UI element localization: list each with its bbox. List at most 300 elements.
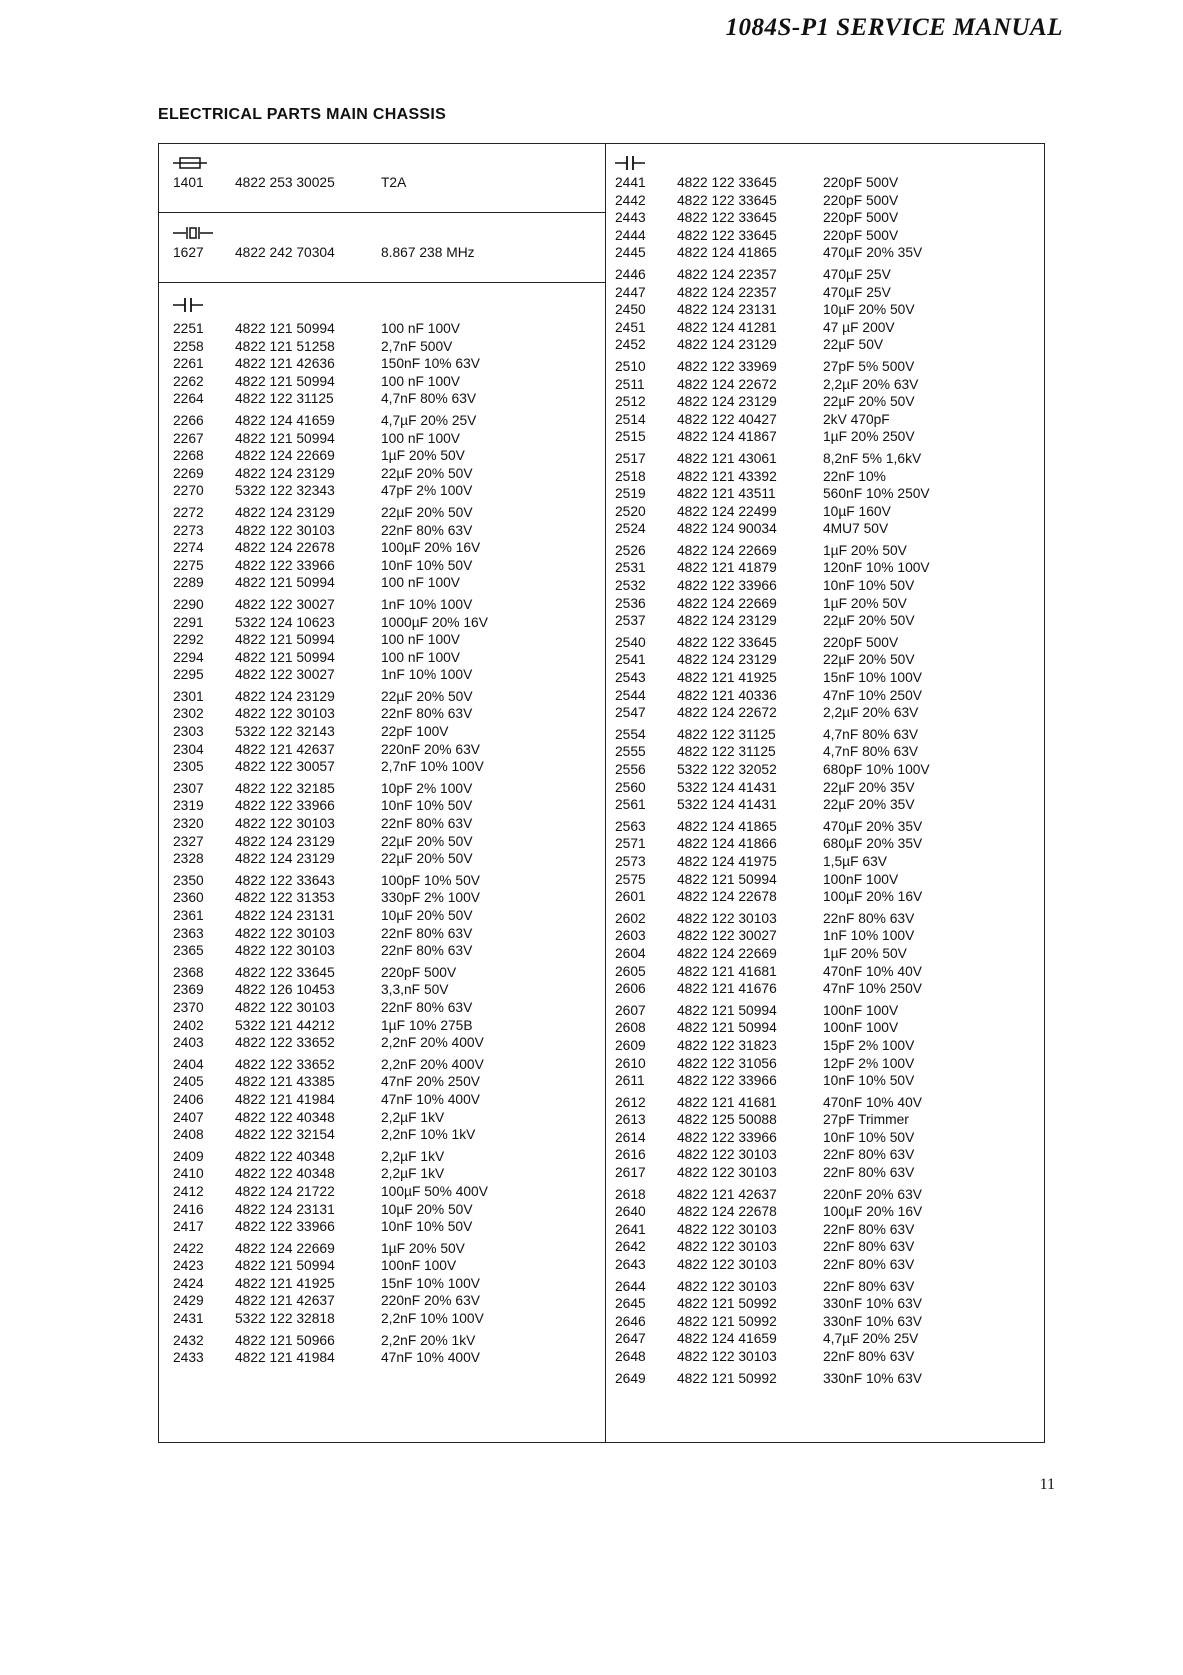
part-description: 220pF 500V <box>823 634 899 650</box>
position-number: 2270 <box>173 483 204 499</box>
part-code: 4822 122 30103 <box>235 999 335 1015</box>
position-number: 2560 <box>615 779 646 795</box>
part-code: 4822 121 50994 <box>235 430 335 446</box>
crystal-icon <box>173 222 601 244</box>
position-number: 2361 <box>173 908 204 923</box>
part-row <box>615 1186 1043 1204</box>
crystal-rows <box>173 244 601 262</box>
part-code: 4822 124 22669 <box>235 448 335 464</box>
part-code: 5322 122 32052 <box>677 762 777 777</box>
part-group <box>615 1094 1043 1182</box>
part-description: 22µF 20% 50V <box>381 833 473 849</box>
part-row <box>615 927 1043 945</box>
part-row <box>173 741 601 759</box>
position-number: 2307 <box>173 780 204 796</box>
part-code: 4822 122 31056 <box>677 1055 777 1071</box>
position-number: 2616 <box>615 1147 646 1163</box>
part-row <box>615 559 1043 577</box>
part-code: 4822 122 33966 <box>677 578 777 594</box>
position-number: 2561 <box>615 797 646 813</box>
part-code: 4822 122 30103 <box>677 910 777 926</box>
position-number: 2543 <box>615 670 646 686</box>
part-code: 4822 124 22669 <box>677 945 777 961</box>
part-description: 8.867 238 MHz <box>381 245 475 260</box>
part-code: 4822 121 41925 <box>677 670 777 686</box>
part-row <box>615 726 1043 744</box>
position-number: 2350 <box>173 872 204 888</box>
part-row <box>615 945 1043 963</box>
part-group <box>615 174 1043 262</box>
part-row <box>173 705 601 723</box>
position-number: 2370 <box>173 999 204 1015</box>
position-number: 2416 <box>173 1201 204 1217</box>
part-description: 330nF 10% 63V <box>823 1296 922 1312</box>
part-description: 680pF 10% 100V <box>823 762 930 777</box>
part-row <box>615 520 1043 538</box>
part-code: 4822 122 30103 <box>677 1165 777 1181</box>
part-description: 680µF 20% 35V <box>823 836 923 852</box>
part-code: 4822 121 43061 <box>677 450 777 466</box>
part-row <box>173 1349 601 1367</box>
position-number: 2602 <box>615 910 646 926</box>
position-number: 2604 <box>615 945 646 961</box>
part-code: 4822 121 50994 <box>677 871 777 887</box>
part-code: 4822 122 30103 <box>235 706 335 722</box>
part-row <box>615 1129 1043 1147</box>
position-number: 2443 <box>615 210 646 226</box>
position-number: 2404 <box>173 1056 204 1072</box>
part-row <box>615 503 1043 521</box>
part-code: 4822 124 41865 <box>677 245 777 261</box>
part-description: 22µF 20% 50V <box>381 465 473 481</box>
position-number: 2269 <box>173 465 204 481</box>
parts-table <box>158 143 1045 1443</box>
part-description: 10µF 20% 50V <box>381 1201 473 1217</box>
position-number: 2431 <box>173 1311 204 1327</box>
part-group <box>173 1056 601 1144</box>
part-code: 5322 121 44212 <box>235 1017 335 1033</box>
position-number: 2645 <box>615 1296 646 1312</box>
position-number: 2444 <box>615 227 646 243</box>
position-number: 2554 <box>615 726 646 742</box>
part-row <box>173 557 601 575</box>
part-code: 4822 122 30057 <box>235 759 335 775</box>
column-divider <box>605 144 606 1442</box>
position-number: 2295 <box>173 667 204 683</box>
part-description: 2,2nF 10% 100V <box>381 1311 484 1327</box>
position-number: 2519 <box>615 486 646 502</box>
part-code: 5322 122 32818 <box>235 1311 335 1327</box>
part-description: 4,7nF 80% 63V <box>823 726 919 742</box>
part-description: 22nF 80% 63V <box>381 943 473 959</box>
part-description: 22µF 20% 35V <box>823 779 915 795</box>
part-code: 4822 122 30103 <box>235 522 335 538</box>
part-row <box>173 1332 601 1350</box>
part-code: 4822 121 50994 <box>235 649 335 665</box>
part-row <box>615 1002 1043 1020</box>
part-description: 2,2µF 1kV <box>381 1148 445 1164</box>
part-description: 100 nF 100V <box>381 632 461 648</box>
part-row <box>615 336 1043 354</box>
part-group <box>615 818 1043 906</box>
part-code: 4822 122 33645 <box>677 175 777 190</box>
part-code: 4822 122 33966 <box>677 1129 777 1145</box>
part-description: 22µF 20% 50V <box>381 851 473 867</box>
part-description: 2kV 470pF <box>823 411 890 427</box>
part-description: 1µF 10% 275B <box>381 1017 473 1033</box>
part-description: 1µF 20% 50V <box>381 1240 465 1256</box>
part-row <box>615 227 1043 245</box>
part-code: 4822 124 22357 <box>677 266 777 282</box>
position-number: 2258 <box>173 338 204 354</box>
position-number: 2273 <box>173 522 204 538</box>
part-description: 100 nF 100V <box>381 430 461 446</box>
part-code: 4822 121 42636 <box>235 356 335 372</box>
part-row <box>615 1370 1043 1388</box>
part-row <box>173 666 601 684</box>
part-row <box>173 925 601 943</box>
part-code: 4822 125 50088 <box>677 1112 777 1128</box>
position-number: 2524 <box>615 521 646 537</box>
part-description: 47nF 10% 400V <box>381 1350 480 1366</box>
part-row <box>615 910 1043 928</box>
position-number: 2649 <box>615 1370 646 1386</box>
part-row <box>615 450 1043 468</box>
position-number: 2424 <box>173 1275 204 1291</box>
part-code: 4822 124 23129 <box>677 337 777 353</box>
part-description: 1,5µF 63V <box>823 853 887 869</box>
part-description: 10nF 10% 50V <box>823 1129 915 1145</box>
part-row <box>173 815 601 833</box>
part-description: 10nF 10% 50V <box>381 1219 473 1235</box>
position-number: 2452 <box>615 337 646 353</box>
part-code: 4822 122 31125 <box>677 726 776 742</box>
right-capacitor-rows <box>615 174 1043 1387</box>
part-row <box>173 522 601 540</box>
position-number: 2412 <box>173 1183 204 1199</box>
position-number: 2544 <box>615 687 646 703</box>
position-number: 2369 <box>173 982 204 998</box>
part-description: 22µF 20% 50V <box>381 688 473 704</box>
part-code: 4822 124 22499 <box>677 503 777 519</box>
part-description: 22nF 80% 63V <box>823 1278 915 1294</box>
part-group <box>173 872 601 960</box>
part-description: 22nF 10% <box>823 468 886 484</box>
position-number: 2261 <box>173 356 204 372</box>
part-code: 4822 122 30103 <box>677 1349 777 1364</box>
part-description: 10pF 2% 100V <box>381 780 473 796</box>
part-row <box>173 482 601 500</box>
part-code: 4822 121 50966 <box>235 1332 335 1348</box>
part-code: 4822 122 31823 <box>677 1037 777 1053</box>
part-row <box>615 393 1043 411</box>
part-description: 22nF 80% 63V <box>381 999 473 1015</box>
part-row <box>173 1017 601 1035</box>
position-number: 2573 <box>615 853 646 869</box>
part-code: 4822 122 33652 <box>235 1056 335 1072</box>
position-number: 2555 <box>615 744 646 760</box>
part-code: 4822 124 23129 <box>235 851 335 867</box>
position-number: 2643 <box>615 1257 646 1273</box>
part-group <box>173 412 601 500</box>
part-description: 470µF 20% 35V <box>823 818 923 834</box>
part-description: 1000µF 20% 16V <box>381 614 488 630</box>
part-group <box>173 1148 601 1236</box>
part-code: 4822 122 33643 <box>235 872 335 888</box>
position-number: 2305 <box>173 759 204 775</box>
part-row <box>173 872 601 890</box>
part-row <box>615 871 1043 889</box>
part-code: 4822 122 33966 <box>235 798 335 814</box>
part-code: 4822 121 50994 <box>235 575 335 591</box>
part-row <box>173 430 601 448</box>
position-number: 2303 <box>173 724 204 740</box>
position-number: 2612 <box>615 1094 646 1110</box>
position-number: 2360 <box>173 890 204 906</box>
position-number: 2512 <box>615 394 646 410</box>
part-description: 220nF 20% 63V <box>381 741 480 757</box>
part-code: 5322 124 41431 <box>677 797 777 813</box>
capacitor-icon <box>615 152 1043 174</box>
part-code: 4822 122 30103 <box>677 1221 777 1237</box>
part-description: 4,7nF 80% 63V <box>823 744 919 760</box>
part-description: 100µF 20% 16V <box>381 540 481 556</box>
part-description: 22nF 80% 63V <box>823 1349 915 1364</box>
part-description: 47nF 10% 400V <box>381 1091 480 1107</box>
part-code: 4822 122 30027 <box>235 667 335 683</box>
part-code: 4822 121 51258 <box>235 338 335 354</box>
part-group <box>615 542 1043 630</box>
part-description: 22nF 80% 63V <box>381 706 473 722</box>
part-code: 4822 124 22669 <box>677 595 777 611</box>
part-row <box>173 1218 601 1236</box>
part-description: 100nF 100V <box>823 1020 899 1036</box>
position-number: 2266 <box>173 412 204 428</box>
part-code: 4822 124 23131 <box>677 302 777 318</box>
part-code: 4822 124 22669 <box>677 542 777 558</box>
position-number: 2327 <box>173 833 204 849</box>
position-number: 2537 <box>615 613 646 629</box>
part-row <box>615 761 1043 779</box>
position-number: 2292 <box>173 632 204 648</box>
part-group <box>173 688 601 776</box>
part-description: 1µF 20% 250V <box>823 429 915 445</box>
part-row <box>615 704 1043 722</box>
part-description: 47pF 2% 100V <box>381 483 473 499</box>
manual-title: 1084S-P1 SERVICE MANUAL <box>725 14 1063 41</box>
position-number: 2422 <box>173 1240 204 1256</box>
part-row <box>615 980 1043 998</box>
position-number: 2432 <box>173 1332 204 1348</box>
position-number: 2304 <box>173 741 204 757</box>
part-group <box>173 504 601 592</box>
section-title: ELECTRICAL PARTS MAIN CHASSIS <box>158 106 447 123</box>
position-number: 2368 <box>173 964 204 980</box>
part-code: 4822 122 33969 <box>677 358 777 374</box>
part-description: 220pF 500V <box>823 210 899 226</box>
position-number: 2451 <box>615 319 646 335</box>
part-code: 4822 121 43392 <box>677 468 777 484</box>
part-description: 27pF Trimmer <box>823 1112 909 1128</box>
part-row <box>173 797 601 815</box>
fuse-icon <box>173 152 601 174</box>
part-description: 22nF 80% 63V <box>823 1165 915 1181</box>
part-description: 4,7µF 20% 25V <box>823 1331 919 1347</box>
part-code: 4822 124 22672 <box>677 705 777 721</box>
part-description: 10µF 160V <box>823 503 891 519</box>
position-number: 2264 <box>173 391 204 407</box>
part-group <box>615 1278 1043 1366</box>
part-row <box>173 964 601 982</box>
part-code: 5322 122 32343 <box>235 483 335 499</box>
part-description: 8,2nF 5% 1,6kV <box>823 450 922 466</box>
part-row <box>615 319 1043 337</box>
part-code: 4822 122 30103 <box>235 816 335 832</box>
part-row <box>615 1278 1043 1296</box>
part-code: 4822 121 43385 <box>235 1074 335 1090</box>
part-row <box>173 1310 601 1328</box>
part-description: 100nF 100V <box>381 1258 457 1274</box>
position-number: 2429 <box>173 1293 204 1309</box>
part-description: 2,2nF 10% 1kV <box>381 1127 476 1143</box>
position-number: 2251 <box>173 321 204 336</box>
part-description: 15nF 10% 100V <box>823 670 922 686</box>
part-row <box>615 1256 1043 1274</box>
part-code: 4822 124 22357 <box>677 284 777 300</box>
position-number: 2608 <box>615 1020 646 1036</box>
part-row <box>173 539 601 557</box>
position-number: 2445 <box>615 245 646 261</box>
position-number: 2644 <box>615 1278 646 1294</box>
left-capacitor-section <box>173 294 601 1367</box>
part-code: 4822 124 41281 <box>677 319 777 335</box>
position-number: 2541 <box>615 652 646 668</box>
part-code: 4822 122 33966 <box>235 557 335 573</box>
part-code: 4822 124 22678 <box>235 540 335 556</box>
part-row <box>615 358 1043 376</box>
part-description: 470nF 10% 40V <box>823 963 922 979</box>
part-row <box>615 209 1043 227</box>
part-row <box>173 1240 601 1258</box>
capacitor-icon <box>173 294 601 316</box>
position-number: 2320 <box>173 816 204 832</box>
part-row <box>615 1037 1043 1055</box>
part-description: 3,3,nF 50V <box>381 982 449 998</box>
part-description: 100nF 100V <box>823 871 899 887</box>
right-capacitor-section <box>615 152 1043 1387</box>
position-number: 2603 <box>615 928 646 944</box>
left-capacitor-rows <box>173 320 601 1367</box>
part-description: 470µF 25V <box>823 266 891 282</box>
part-code: 4822 121 40336 <box>677 687 777 703</box>
part-description: 22µF 20% 50V <box>823 652 915 668</box>
part-description: 120nF 10% 100V <box>823 560 930 576</box>
part-description: 22µF 20% 50V <box>823 394 915 410</box>
position-number: 2275 <box>173 557 204 573</box>
part-row <box>615 428 1043 446</box>
part-row <box>615 411 1043 429</box>
part-code: 4822 122 40348 <box>235 1148 335 1164</box>
part-row <box>615 888 1043 906</box>
position-number: 2647 <box>615 1331 646 1347</box>
part-code: 4822 124 23129 <box>235 833 335 849</box>
section-divider <box>159 212 605 213</box>
part-code: 4822 121 42637 <box>235 1293 335 1309</box>
part-code: 4822 122 30027 <box>677 928 777 944</box>
part-description: 22nF 80% 63V <box>823 1239 915 1255</box>
position-number: 2642 <box>615 1239 646 1255</box>
part-code: 4822 121 41984 <box>235 1350 335 1366</box>
position-number: 2646 <box>615 1313 646 1329</box>
part-description: 4,7µF 20% 25V <box>381 412 477 428</box>
position-number: 2423 <box>173 1258 204 1274</box>
part-row <box>173 1257 601 1275</box>
part-description: 1µF 20% 50V <box>823 542 907 558</box>
part-code: 4822 122 32185 <box>235 780 335 796</box>
part-code: 4822 121 41984 <box>235 1091 335 1107</box>
part-row <box>615 963 1043 981</box>
part-code: 4822 124 23129 <box>235 465 335 481</box>
part-row <box>615 1348 1043 1366</box>
part-row <box>173 833 601 851</box>
position-number: 2291 <box>173 614 204 630</box>
part-code: 4822 122 33645 <box>235 964 335 980</box>
position-number: 2403 <box>173 1035 204 1051</box>
position-number: 2540 <box>615 634 646 650</box>
position-number: 2520 <box>615 503 646 519</box>
part-code: 4822 122 33966 <box>235 1219 335 1235</box>
part-code: 4822 124 23129 <box>677 394 777 410</box>
position-number: 2601 <box>615 889 646 905</box>
part-row <box>173 780 601 798</box>
part-row <box>173 174 601 192</box>
part-code: 4822 121 42637 <box>677 1186 777 1202</box>
part-description: 2,2nF 20% 400V <box>381 1056 484 1072</box>
part-group <box>615 910 1043 998</box>
part-row <box>615 1238 1043 1256</box>
part-code: 4822 124 41866 <box>677 836 777 852</box>
part-row <box>173 1056 601 1074</box>
part-row <box>615 1019 1043 1037</box>
part-row <box>615 174 1043 192</box>
part-description: 220nF 20% 63V <box>381 1293 480 1309</box>
part-description: 22µF 20% 50V <box>823 613 915 629</box>
fuse-rows <box>173 174 601 192</box>
part-code: 4822 121 41925 <box>235 1275 335 1291</box>
position-number: 2575 <box>615 871 646 887</box>
position-number: 2328 <box>173 851 204 867</box>
part-row <box>615 779 1043 797</box>
part-code: 4822 121 50994 <box>235 632 335 648</box>
position-number: 2407 <box>173 1109 204 1125</box>
position-number: 2536 <box>615 595 646 611</box>
part-row <box>615 301 1043 319</box>
part-code: 4822 124 23129 <box>677 652 777 668</box>
part-description: 100 nF 100V <box>381 575 461 591</box>
part-description: 4MU7 50V <box>823 521 889 537</box>
part-code: 4822 124 22672 <box>677 376 777 392</box>
part-group <box>173 1332 601 1367</box>
position-number: 2517 <box>615 450 646 466</box>
part-group <box>615 358 1043 446</box>
part-description: 560nF 10% 250V <box>823 486 930 502</box>
part-code: 4822 124 41659 <box>235 412 335 428</box>
part-row <box>173 1148 601 1166</box>
position-number: 2268 <box>173 448 204 464</box>
part-code: 4822 121 50992 <box>677 1370 777 1386</box>
part-description: 22nF 80% 63V <box>381 925 473 941</box>
part-code: 4822 121 50992 <box>677 1296 777 1312</box>
